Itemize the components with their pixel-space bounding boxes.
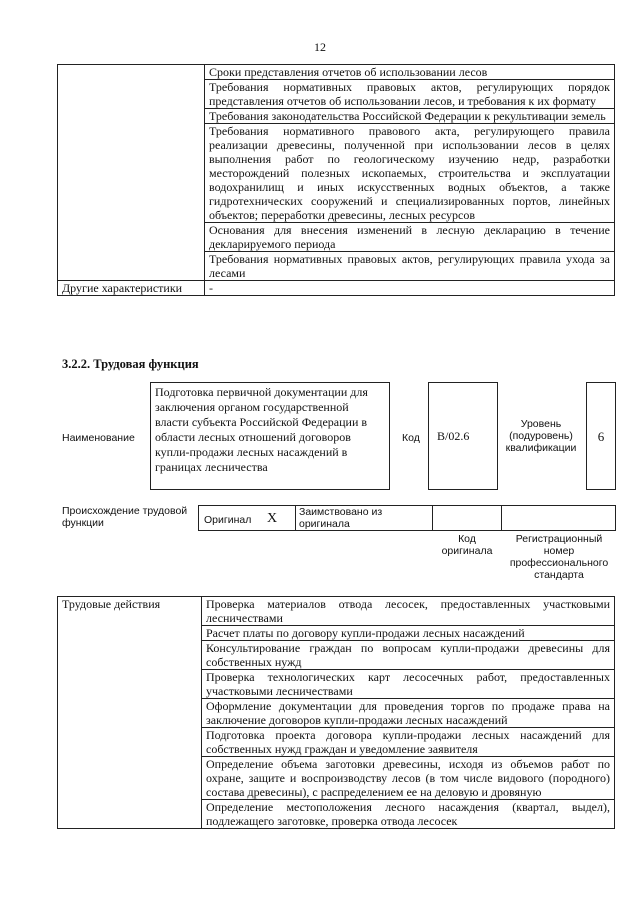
labor-actions-label: Трудовые действия (58, 597, 202, 829)
borrowed-label: Заимствовано из оригинала (299, 506, 383, 530)
code-original-cell (432, 505, 502, 531)
labor-actions-table (57, 596, 615, 829)
other-characteristics-label: Другие характеристики (58, 281, 205, 296)
level-box (586, 382, 616, 490)
knowledge-row: Требования нормативного правового акта, регулирующего правила реализации древесины, полученной при использовании лесов в целях выполнения работ по геологическому изучению недр, разработки месторождений полезных ископаемых, строительства и эксплуатации водохранилищ и иных искусственных водных объектов, а также гидротехнических сооружений и специализированных портов, линейных объектов; переработки древесины, лесных ресурсов (205, 124, 615, 223)
code-label: Код (402, 432, 420, 444)
reg-number-cell (501, 505, 616, 531)
knowledge-row: Сроки представления отчетов об использовании лесов (205, 65, 615, 80)
labor-action-row: Подготовка проекта договора купли-продажи лесных насаждений для собственных нужд граждан и уведомление заявителя (202, 728, 615, 757)
knowledge-table (57, 64, 615, 296)
knowledge-row: Требования нормативных правовых актов, регулирующих правила ухода за лесами (205, 252, 615, 281)
function-name-text: Подготовка первичной документации для заключения органом государственной власти субъекта Российской Федерации в области лесных отношений договоров купли-продажи лесных насаждений в границах лесничества (155, 385, 368, 474)
code-value: B/02.6 (437, 429, 470, 443)
level-value: 6 (597, 429, 605, 444)
empty-label-cell (58, 65, 205, 281)
labor-action-row: Оформление документации для проведения торгов по продаже права на заключение договоров купли-продажи лесных насаждений (202, 699, 615, 728)
original-cell (198, 505, 296, 531)
labor-action-row: Определение местоположения лесного насаждения (квартал, выдел), подлежащего заготовке, проверка отвода лесосек (202, 800, 615, 829)
borrowed-cell (295, 505, 433, 531)
labor-action-row: Консультирование граждан по вопросам купли-продажи древесины для собственных нужд (202, 641, 615, 670)
origin-label: Происхождение трудовой функции (62, 505, 188, 529)
labor-action-row: Проверка технологических карт лесосечных работ, предоставленных участковыми лесничествами (202, 670, 615, 699)
knowledge-row: Требования законодательства Российской Федерации к рекультивации земель (205, 109, 615, 124)
level-label: Уровень (подуровень) квалификации (505, 418, 577, 454)
knowledge-row: Требования нормативных правовых актов, регулирующих порядок представления отчетов об использовании лесов, и требования к их формату (205, 80, 615, 109)
other-characteristics-value: - (205, 281, 615, 296)
code-box (428, 382, 498, 490)
labor-action-row: Определение объема заготовки древесины, исходя из объемов работ по охране, защите и воспроизводству лесов (в том числе видового (породного) состава древесины), с распределением ее на деловую и дровяную (202, 757, 615, 800)
code-original-caption: Код оригинала (441, 533, 493, 557)
labor-action-row: Расчет платы по договору купли-продажи лесных насаждений (202, 626, 615, 641)
page-number: 12 (314, 40, 326, 54)
knowledge-row: Основания для внесения изменений в лесную декларацию в течение декларируемого периода (205, 223, 615, 252)
original-label: Оригинал (204, 514, 252, 526)
labor-action-row: Проверка материалов отвода лесосек, предоставленных участковыми лесничествами (202, 597, 615, 626)
reg-number-caption: Регистрационный номер профессионального стандарта (509, 533, 609, 581)
name-label: Наименование (62, 432, 135, 444)
function-name-box (150, 382, 390, 490)
original-mark: X (267, 511, 278, 526)
section-heading: 3.2.2. Трудовая функция (62, 357, 199, 371)
